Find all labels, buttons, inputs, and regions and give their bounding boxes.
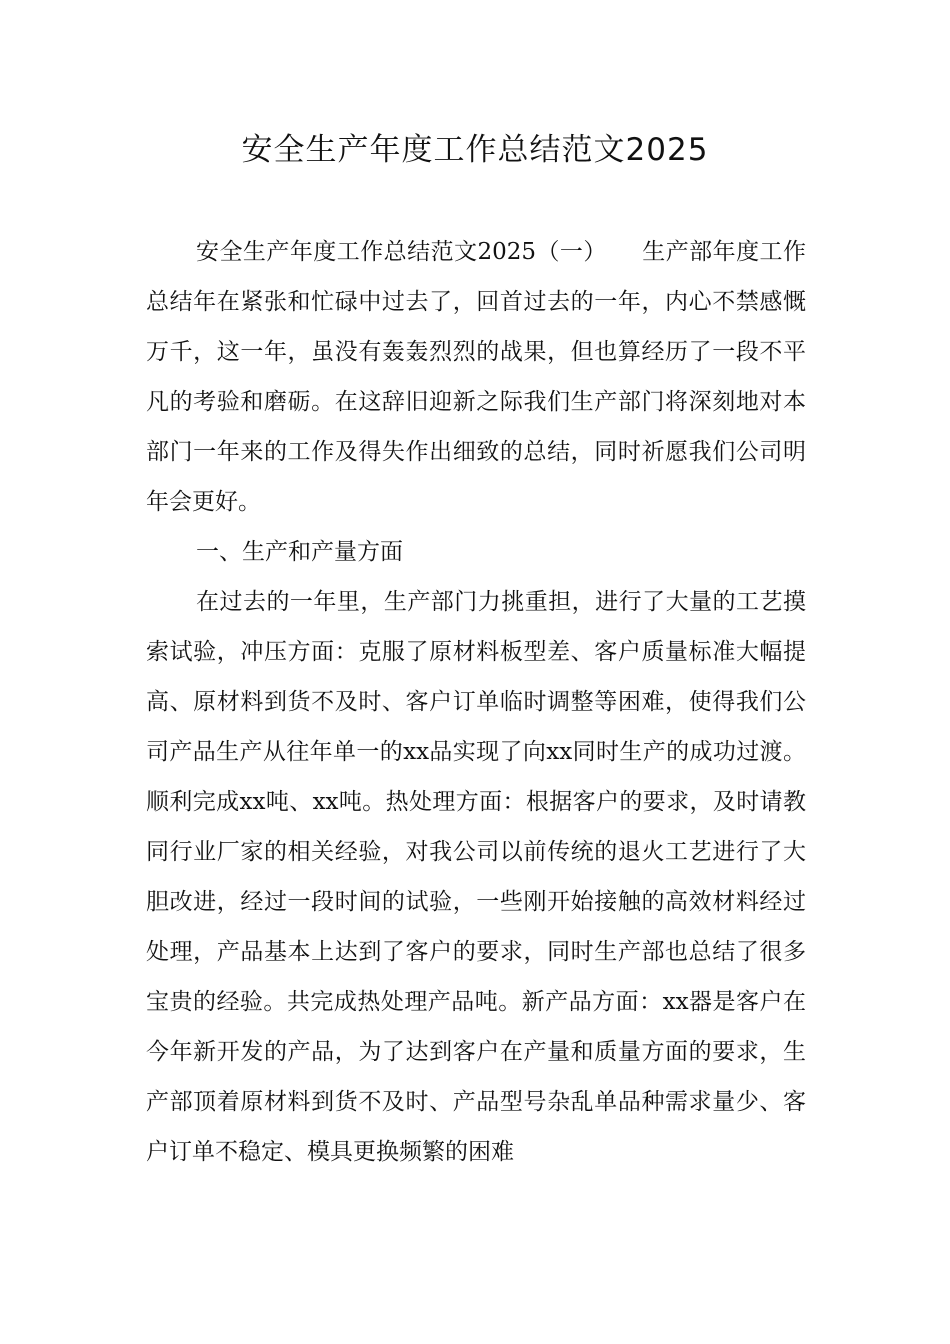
paragraph-intro: 安全生产年度工作总结范文2025（一） 生产部年度工作总结年在紧张和忙碌中过去了，回首过去的一年，内心不禁感慨万千，这一年，虽没有轰轰烈烈的战果，但也算经历了一段不平凡的考验和磨砺。在这辞旧迎新之际我们生产部门将深刻地对本部门一年来的工作及得失作出细致的总结，同时祈愿我们公司明年会更好。 bbox=[146, 239, 806, 515]
document-body bbox=[146, 227, 806, 1177]
section-heading-production: 一、生产和产量方面 bbox=[196, 539, 403, 565]
document-title: 安全生产年度工作总结范文2025 bbox=[241, 132, 709, 168]
paragraph-production: 在过去的一年里，生产部门力挑重担，进行了大量的工艺摸索试验，冲压方面：克服了原材料板型差、客户质量标准大幅提高、原材料到货不及时、客户订单临时调整等困难，使得我们公司产品生产从往年单一的xx品实现了向xx同时生产的成功过渡。顺利完成xx吨、xx吨。热处理方面：根据客户的要求，及时请教同行业厂家的相关经验，对我公司以前传统的退火工艺进行了大胆改进，经过一段时间的试验，一些刚开始接触的高效材料经过处理，产品基本上达到了客户的要求，同时生产部也总结了很多宝贵的经验。共完成热处理产品吨。新产品方面：xx器是客户在今年新开发的产品，为了达到客户在产量和质量方面的要求，生产部顶着原材料到货不及时、产品型号杂乱单品种需求量少、客户订单不稳定、模具更换频繁的困难 bbox=[146, 589, 806, 1165]
